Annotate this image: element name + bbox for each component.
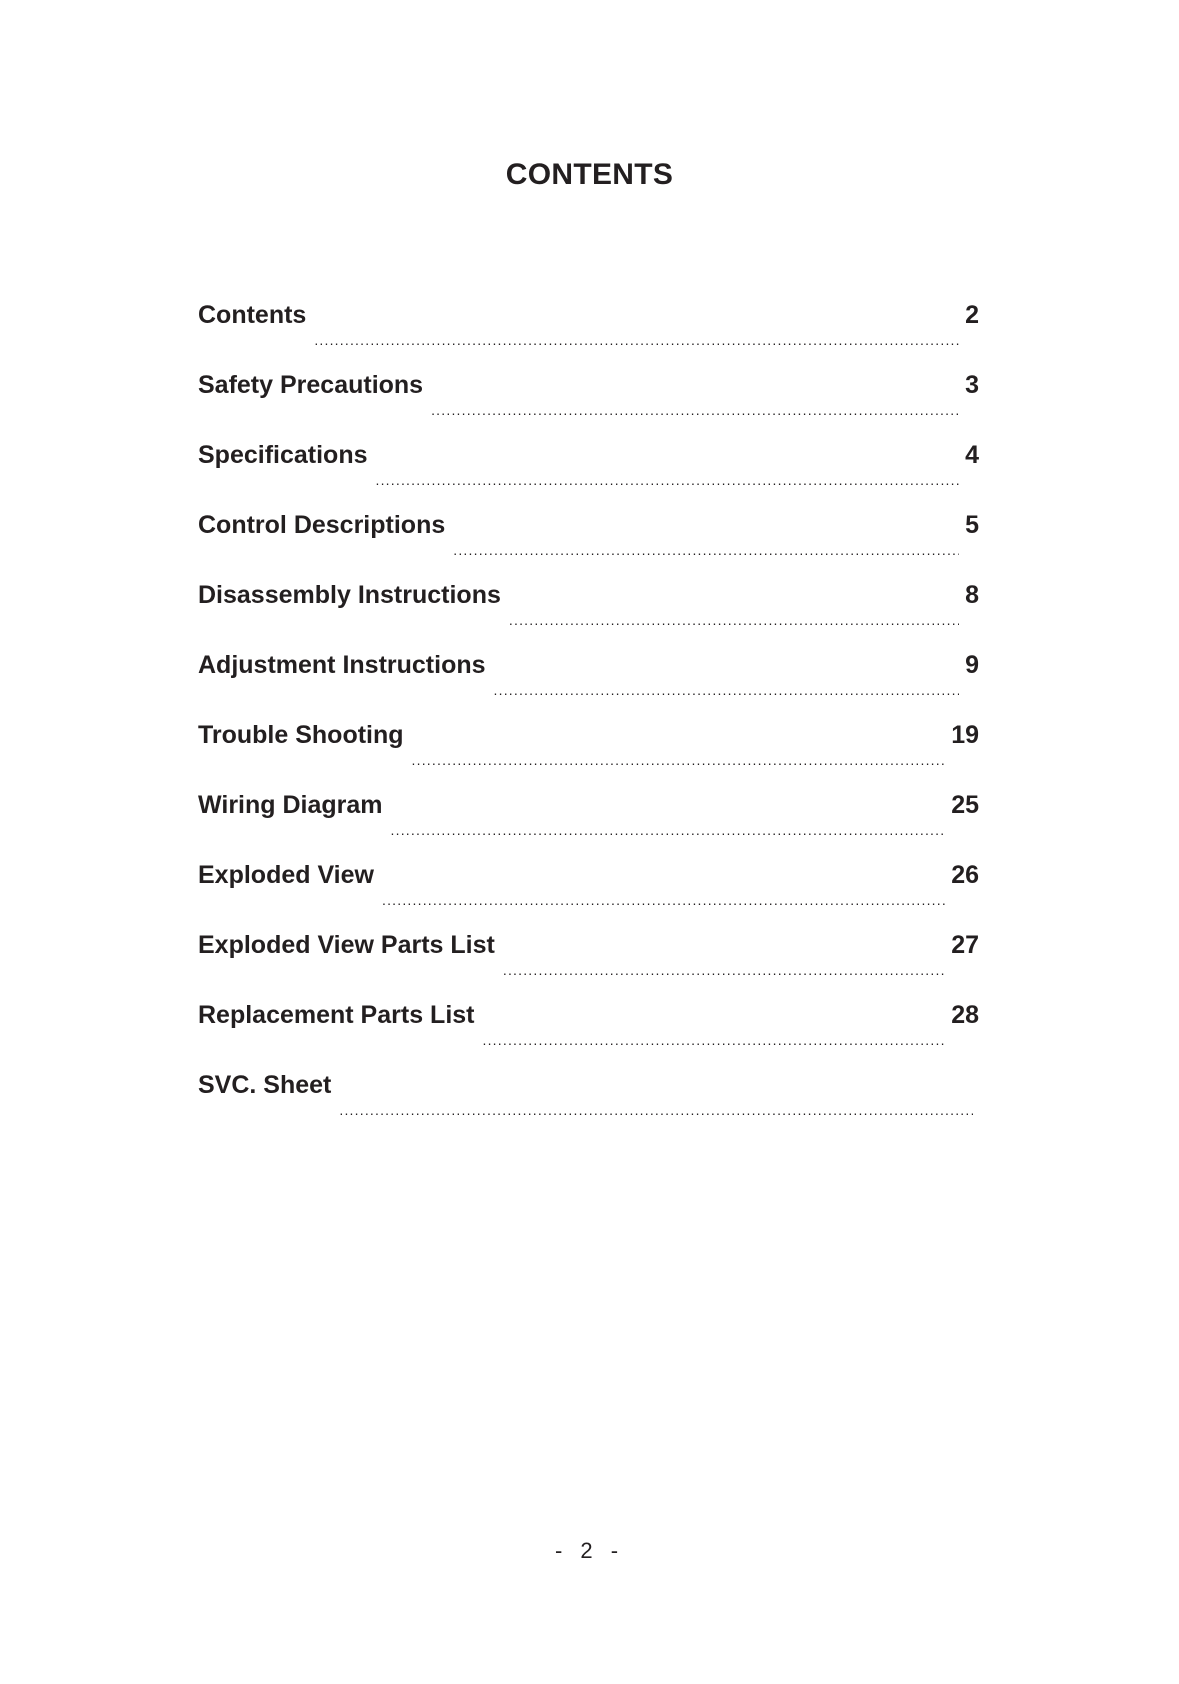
table-of-contents bbox=[198, 298, 979, 1138]
toc-entry-disassembly-instructions[interactable] bbox=[198, 578, 979, 648]
toc-entry-label: Wiring Diagram bbox=[198, 791, 383, 819]
toc-entry-control-descriptions[interactable] bbox=[198, 508, 979, 578]
dot-leader bbox=[431, 393, 959, 438]
toc-entry-label: Safety Precautions bbox=[198, 371, 424, 399]
dot-leader bbox=[503, 953, 945, 998]
page-number: - 2 - bbox=[554, 1538, 625, 1563]
toc-entry-label: Disassembly Instructions bbox=[198, 581, 501, 609]
dot-leader bbox=[453, 533, 959, 578]
toc-entry-replacement-parts-list[interactable] bbox=[198, 998, 979, 1068]
toc-entry-exploded-view[interactable] bbox=[198, 858, 979, 928]
toc-entry-label: Exploded View bbox=[198, 861, 374, 889]
toc-entry-page: 28 bbox=[951, 1001, 979, 1029]
dot-leader bbox=[412, 743, 946, 788]
toc-entry-adjustment-instructions[interactable] bbox=[198, 648, 979, 718]
dot-leader bbox=[391, 813, 946, 858]
dot-leader bbox=[483, 1023, 946, 1068]
toc-entry-page: 27 bbox=[951, 931, 979, 959]
toc-entry-label: Specifications bbox=[198, 441, 368, 469]
toc-entry-specifications[interactable] bbox=[198, 438, 979, 508]
toc-entry-page: 26 bbox=[951, 861, 979, 889]
page-title: CONTENTS bbox=[505, 158, 674, 191]
toc-entry-wiring-diagram[interactable] bbox=[198, 788, 979, 858]
toc-entry-trouble-shooting[interactable] bbox=[198, 718, 979, 788]
dot-leader bbox=[314, 323, 959, 368]
toc-entry-page: 4 bbox=[965, 441, 979, 469]
toc-entry-contents[interactable] bbox=[198, 298, 979, 368]
toc-entry-svc-sheet[interactable] bbox=[198, 1068, 979, 1138]
toc-entry-page: 19 bbox=[951, 721, 979, 749]
toc-entry-label: Contents bbox=[198, 301, 307, 329]
dot-leader bbox=[382, 883, 945, 928]
toc-entry-label: Control Descriptions bbox=[198, 511, 446, 539]
toc-entry-label: Replacement Parts List bbox=[198, 1001, 475, 1029]
toc-entry-label: Exploded View Parts List bbox=[198, 931, 495, 959]
toc-entry-page: 5 bbox=[965, 511, 979, 539]
toc-entry-label: SVC. Sheet bbox=[198, 1071, 332, 1099]
dot-leader bbox=[509, 603, 959, 648]
toc-entry-exploded-view-parts-list[interactable] bbox=[198, 928, 979, 998]
dot-leader bbox=[339, 1093, 973, 1138]
toc-entry-page: 9 bbox=[965, 651, 979, 679]
toc-entry-page: 2 bbox=[965, 301, 979, 329]
toc-entry-page: 3 bbox=[965, 371, 979, 399]
toc-entry-label: Adjustment Instructions bbox=[198, 651, 486, 679]
toc-entry-page: 25 bbox=[951, 791, 979, 819]
dot-leader bbox=[376, 463, 960, 508]
toc-entry-label: Trouble Shooting bbox=[198, 721, 404, 749]
dot-leader bbox=[494, 673, 960, 718]
toc-entry-safety-precautions[interactable] bbox=[198, 368, 979, 438]
toc-entry-page: 8 bbox=[965, 581, 979, 609]
